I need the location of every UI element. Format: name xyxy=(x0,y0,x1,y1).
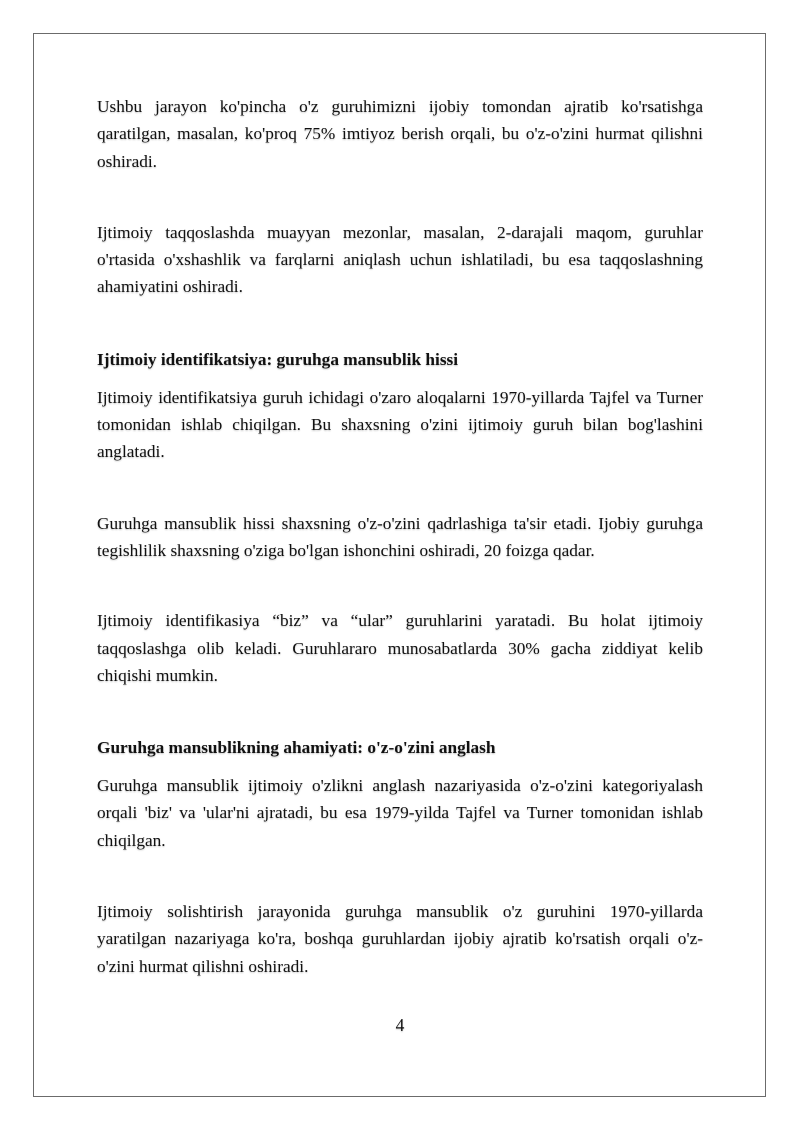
paragraph-7: Ijtimoiy solishtirish jarayonida guruhga mansublik o'z guruhini 1970-yillarda yaratilgan nazariyaga ko'ra, boshqa guruhlardan ijobiy ajratib ko'rsatish orqali o'z-o'zini hurmat qilishni oshiradi. xyxy=(97,902,703,976)
section-heading-1: Ijtimoiy identifikatsiya: guruhga mansublik hissi xyxy=(97,349,459,369)
page-number: 4 xyxy=(395,1015,405,1035)
paragraph-3: Ijtimoiy identifikatsiya guruh ichidagi o'zaro aloqalarni 1970-yillarda Tajfel va Turner tomonidan ishlab chiqilgan. Bu shaxsning o'zini ijtimoiy guruh bilan bog'lashini anglatadi. xyxy=(97,387,703,462)
paragraph-4: Guruhga mansublik hissi shaxsning o'z-o'zini qadrlashiga ta'sir etadi. Ijobiy guruhga tegishlilik shaxsning o'ziga bo'lgan ishonchini oshiradi, 20 foizga qadar. xyxy=(97,513,703,560)
paragraph-5: Ijtimoiy identifikasiya “biz” va “ular” guruhlarini yaratadi. Bu holat ijtimoiy taqqoslashga olib keladi. Guruhlararo munosabatlarda 30% gacha ziddiyat kelib chiqishi mumkin. xyxy=(97,611,703,685)
paragraph-1: Ushbu jarayon ko'pincha o'z guruhimizni ijobiy tomondan ajratib ko'rsatishga qaratilgan, masalan, ko'proq 75% imtiyoz berish orqali, bu o'z-o'zini hurmat qilishni oshiradi. xyxy=(97,97,703,171)
paragraph-6: Guruhga mansublik ijtimoiy o'zlikni anglash nazariyasida o'z-o'zini kategoriyalash orqali 'biz' va 'ular'ni ajratadi, bu esa 1979-yilda Tajfel va Turner tomonidan ishlab chiqilgan. xyxy=(97,776,703,850)
document-body xyxy=(97,93,703,980)
section-heading-2: Guruhga mansublikning ahamiyati: o'z-o'zini anglash xyxy=(97,738,496,758)
paragraph-2: Ijtimoiy taqqoslashda muayyan mezonlar, masalan, 2-darajali maqom, guruhlar o'rtasida o'xshashlik va farqlarni aniqlash uchun ishlatiladi, bu esa taqqoslashning ahamiyatini oshiradi. xyxy=(97,222,703,297)
